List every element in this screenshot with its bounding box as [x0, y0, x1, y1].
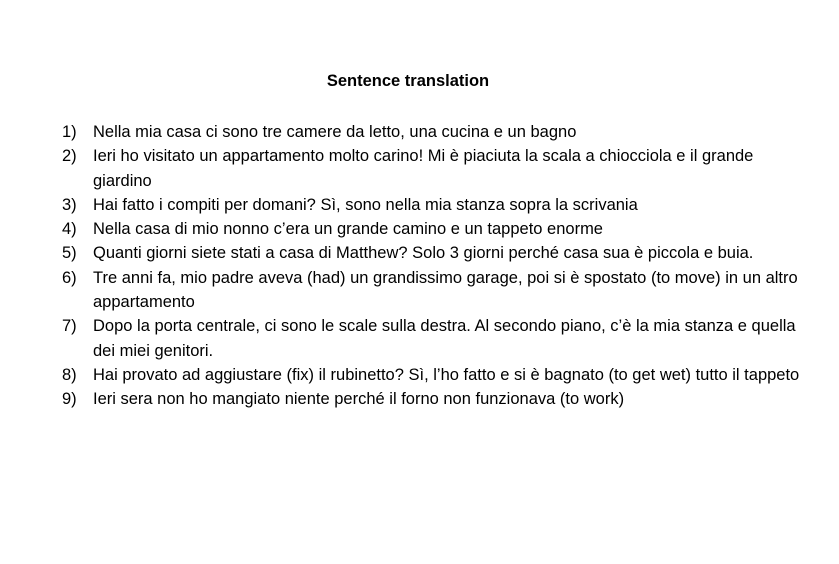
sentence-text: Ieri sera non ho mangiato niente perché il forno non funzionava (to work) [93, 390, 625, 409]
sentence-text: Ieri ho visitato un appartamento molto carino! Mi è piaciuta la scala a chiocciola e il grande giardino [93, 147, 754, 190]
item-number: 8) [62, 365, 77, 384]
list-item [62, 266, 802, 315]
sentence-list [62, 120, 802, 412]
list-item [62, 387, 802, 411]
sentence-text: Hai provato ad aggiustare (fix) il rubinetto? Sì, l’ho fatto e si è bagnato (to get wet) tutto il tappeto [93, 365, 800, 384]
list-item [62, 363, 802, 387]
sentence-text: Dopo la porta centrale, ci sono le scale sulla destra. Al secondo piano, c’è la mia stanza e quella dei miei genitori. [93, 317, 796, 360]
list-item [62, 193, 802, 217]
item-number: 1) [62, 123, 77, 141]
sentence-text: Hai fatto i compiti per domani? Sì, sono nella mia stanza sopra la scrivania [93, 195, 638, 214]
item-number: 9) [62, 390, 77, 409]
page-title: Sentence translation [326, 72, 490, 90]
list-item [62, 120, 802, 144]
sentence-text: Nella mia casa ci sono tre camere da letto, una cucina e un bagno [93, 123, 577, 141]
item-number: 2) [62, 147, 77, 166]
list-item [62, 144, 802, 193]
item-number: 4) [62, 220, 77, 239]
item-number: 5) [62, 244, 77, 263]
item-number: 3) [62, 195, 77, 214]
list-item [62, 217, 802, 241]
list-item [62, 241, 802, 265]
item-number: 6) [62, 268, 77, 287]
list-item [62, 314, 802, 363]
sentence-text: Tre anni fa, mio padre aveva (had) un grandissimo garage, poi si è spostato (to move) in un altro appartamento [93, 268, 798, 312]
sentence-text: Quanti giorni siete stati a casa di Matthew? Solo 3 giorni perché casa sua è piccola e buia. [93, 244, 754, 263]
item-number: 7) [62, 317, 77, 336]
sentence-text: Nella casa di mio nonno c’era un grande camino e un tappeto enorme [93, 220, 603, 239]
